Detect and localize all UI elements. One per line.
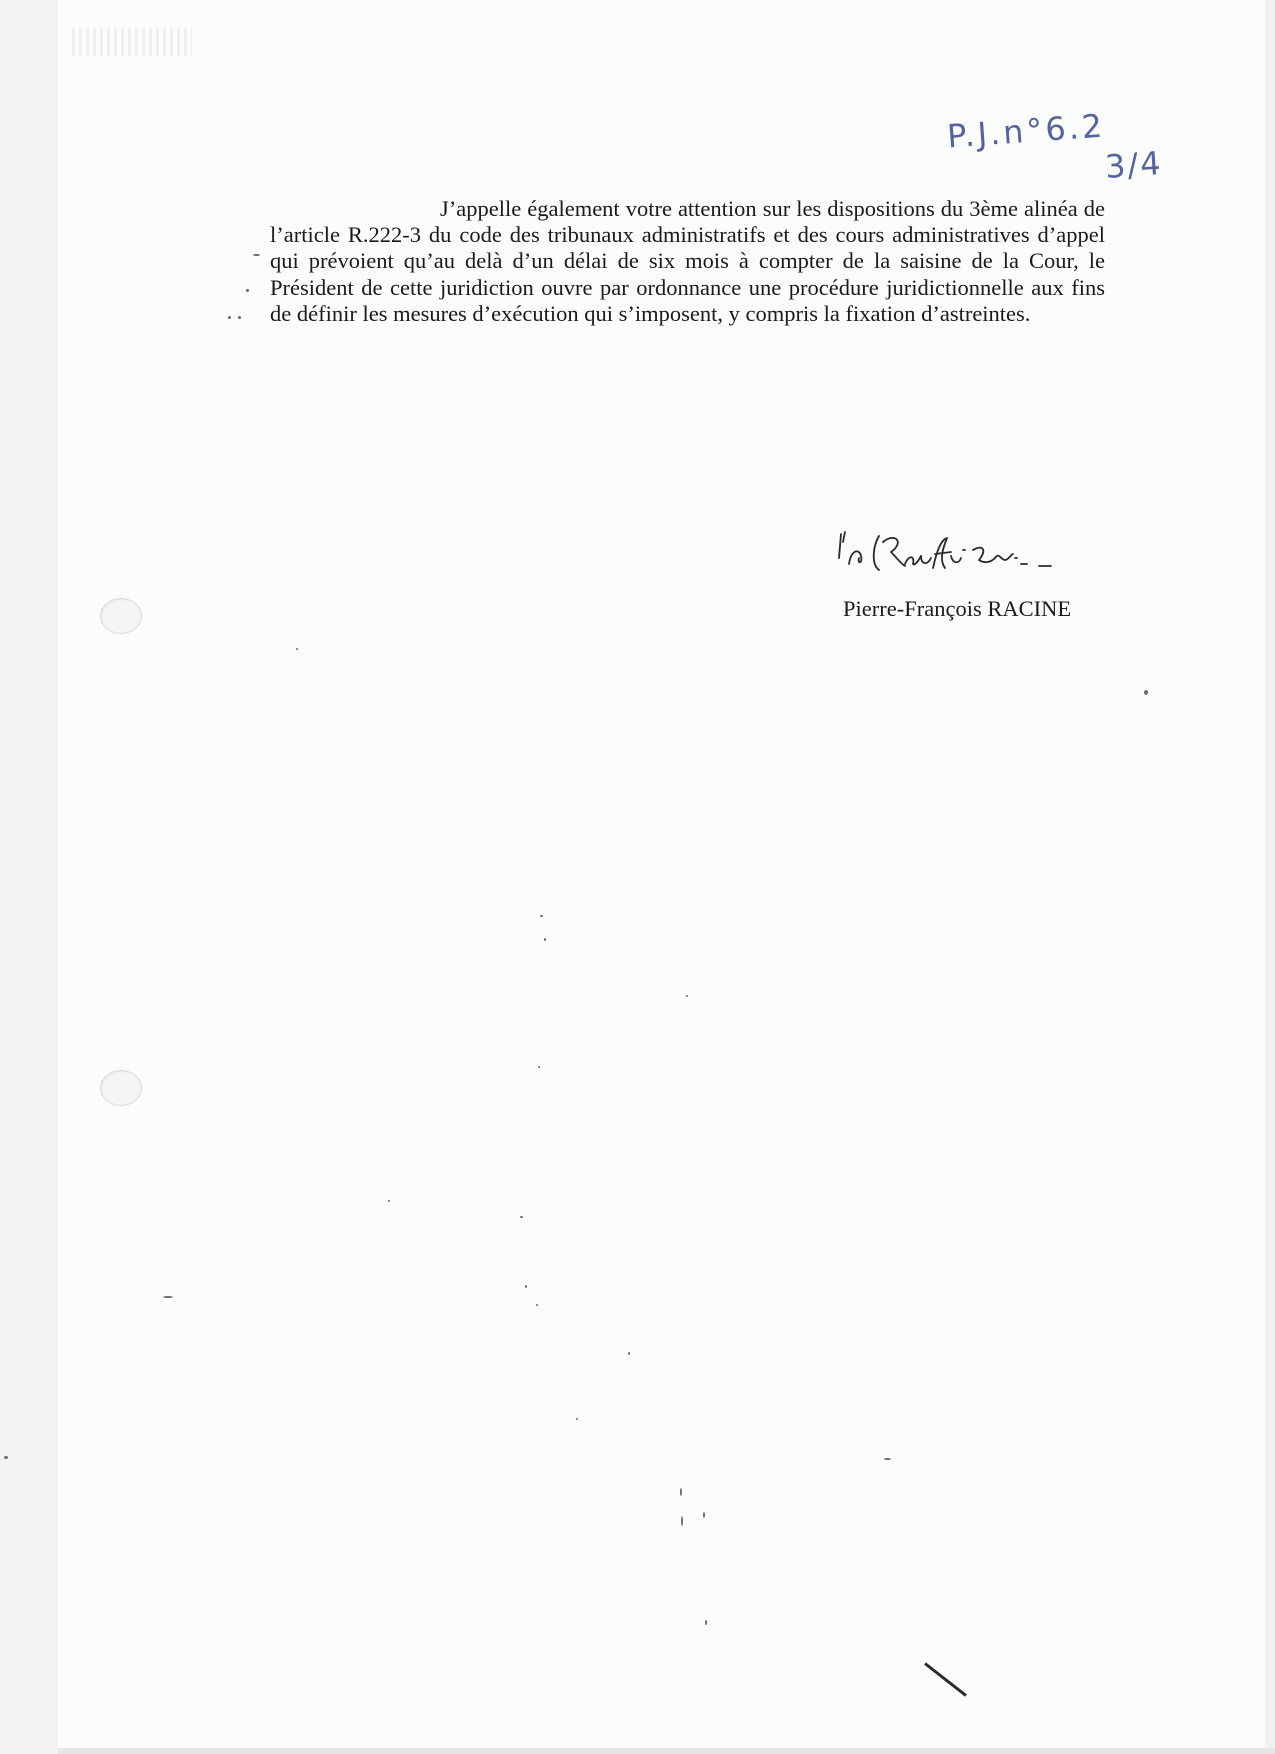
dust-speck xyxy=(388,1200,390,1202)
dust-speck xyxy=(544,938,546,941)
dust-speck xyxy=(686,995,688,997)
dust-speck xyxy=(1144,690,1148,695)
binding-edge xyxy=(0,0,58,1754)
letter-paragraph: J’appelle également votre attention sur les dispositions du 3ème alinéa de l’article R.222-3 du code des tribunaux administratifs et des cours administratives d’appel qui prévoient qu’au delà d’un délai de six mois à compter de la saisine de la Cour, le Président de cette juridiction ouvre par ordonnance une procédure juridictionnelle aux fins de définir les mesures d’exécution qui s’imposent, y compris la fixation d’astreintes. xyxy=(270,196,1105,326)
dust-speck xyxy=(228,316,231,319)
reference-code: P.J.n°6.2 xyxy=(945,106,1107,156)
dust-speck xyxy=(576,1418,578,1420)
punch-hole-bottom xyxy=(100,1070,142,1106)
dust-speck xyxy=(253,254,260,256)
dust-speck xyxy=(680,1488,682,1496)
signature-drawing xyxy=(835,520,1095,590)
dust-speck xyxy=(538,1066,540,1068)
dust-speck xyxy=(628,1352,630,1355)
dust-speck xyxy=(4,1456,8,1459)
handwritten-page-reference xyxy=(935,106,1165,192)
scanner-edge-right xyxy=(1265,0,1275,1754)
pen-stroke-mark xyxy=(924,1662,967,1696)
corner-smudge xyxy=(72,28,192,56)
dust-speck xyxy=(296,648,298,650)
dust-speck xyxy=(520,1216,523,1218)
dust-speck xyxy=(705,1620,707,1625)
page-fraction: 3/4 xyxy=(1103,144,1164,186)
dust-speck xyxy=(525,1285,527,1288)
punch-hole-top xyxy=(100,598,142,634)
dust-speck xyxy=(884,1458,891,1460)
handwritten-signature xyxy=(835,520,1095,590)
signatory-name: Pierre-François RACINE xyxy=(843,596,1072,621)
dust-speck xyxy=(246,289,249,292)
dust-speck xyxy=(681,1516,683,1526)
dust-speck xyxy=(540,915,543,917)
dust-speck xyxy=(703,1512,705,1518)
dust-speck xyxy=(238,316,241,319)
dust-speck xyxy=(536,1304,538,1306)
dust-speck xyxy=(163,1296,173,1298)
scanner-edge-bottom xyxy=(58,1748,1275,1754)
